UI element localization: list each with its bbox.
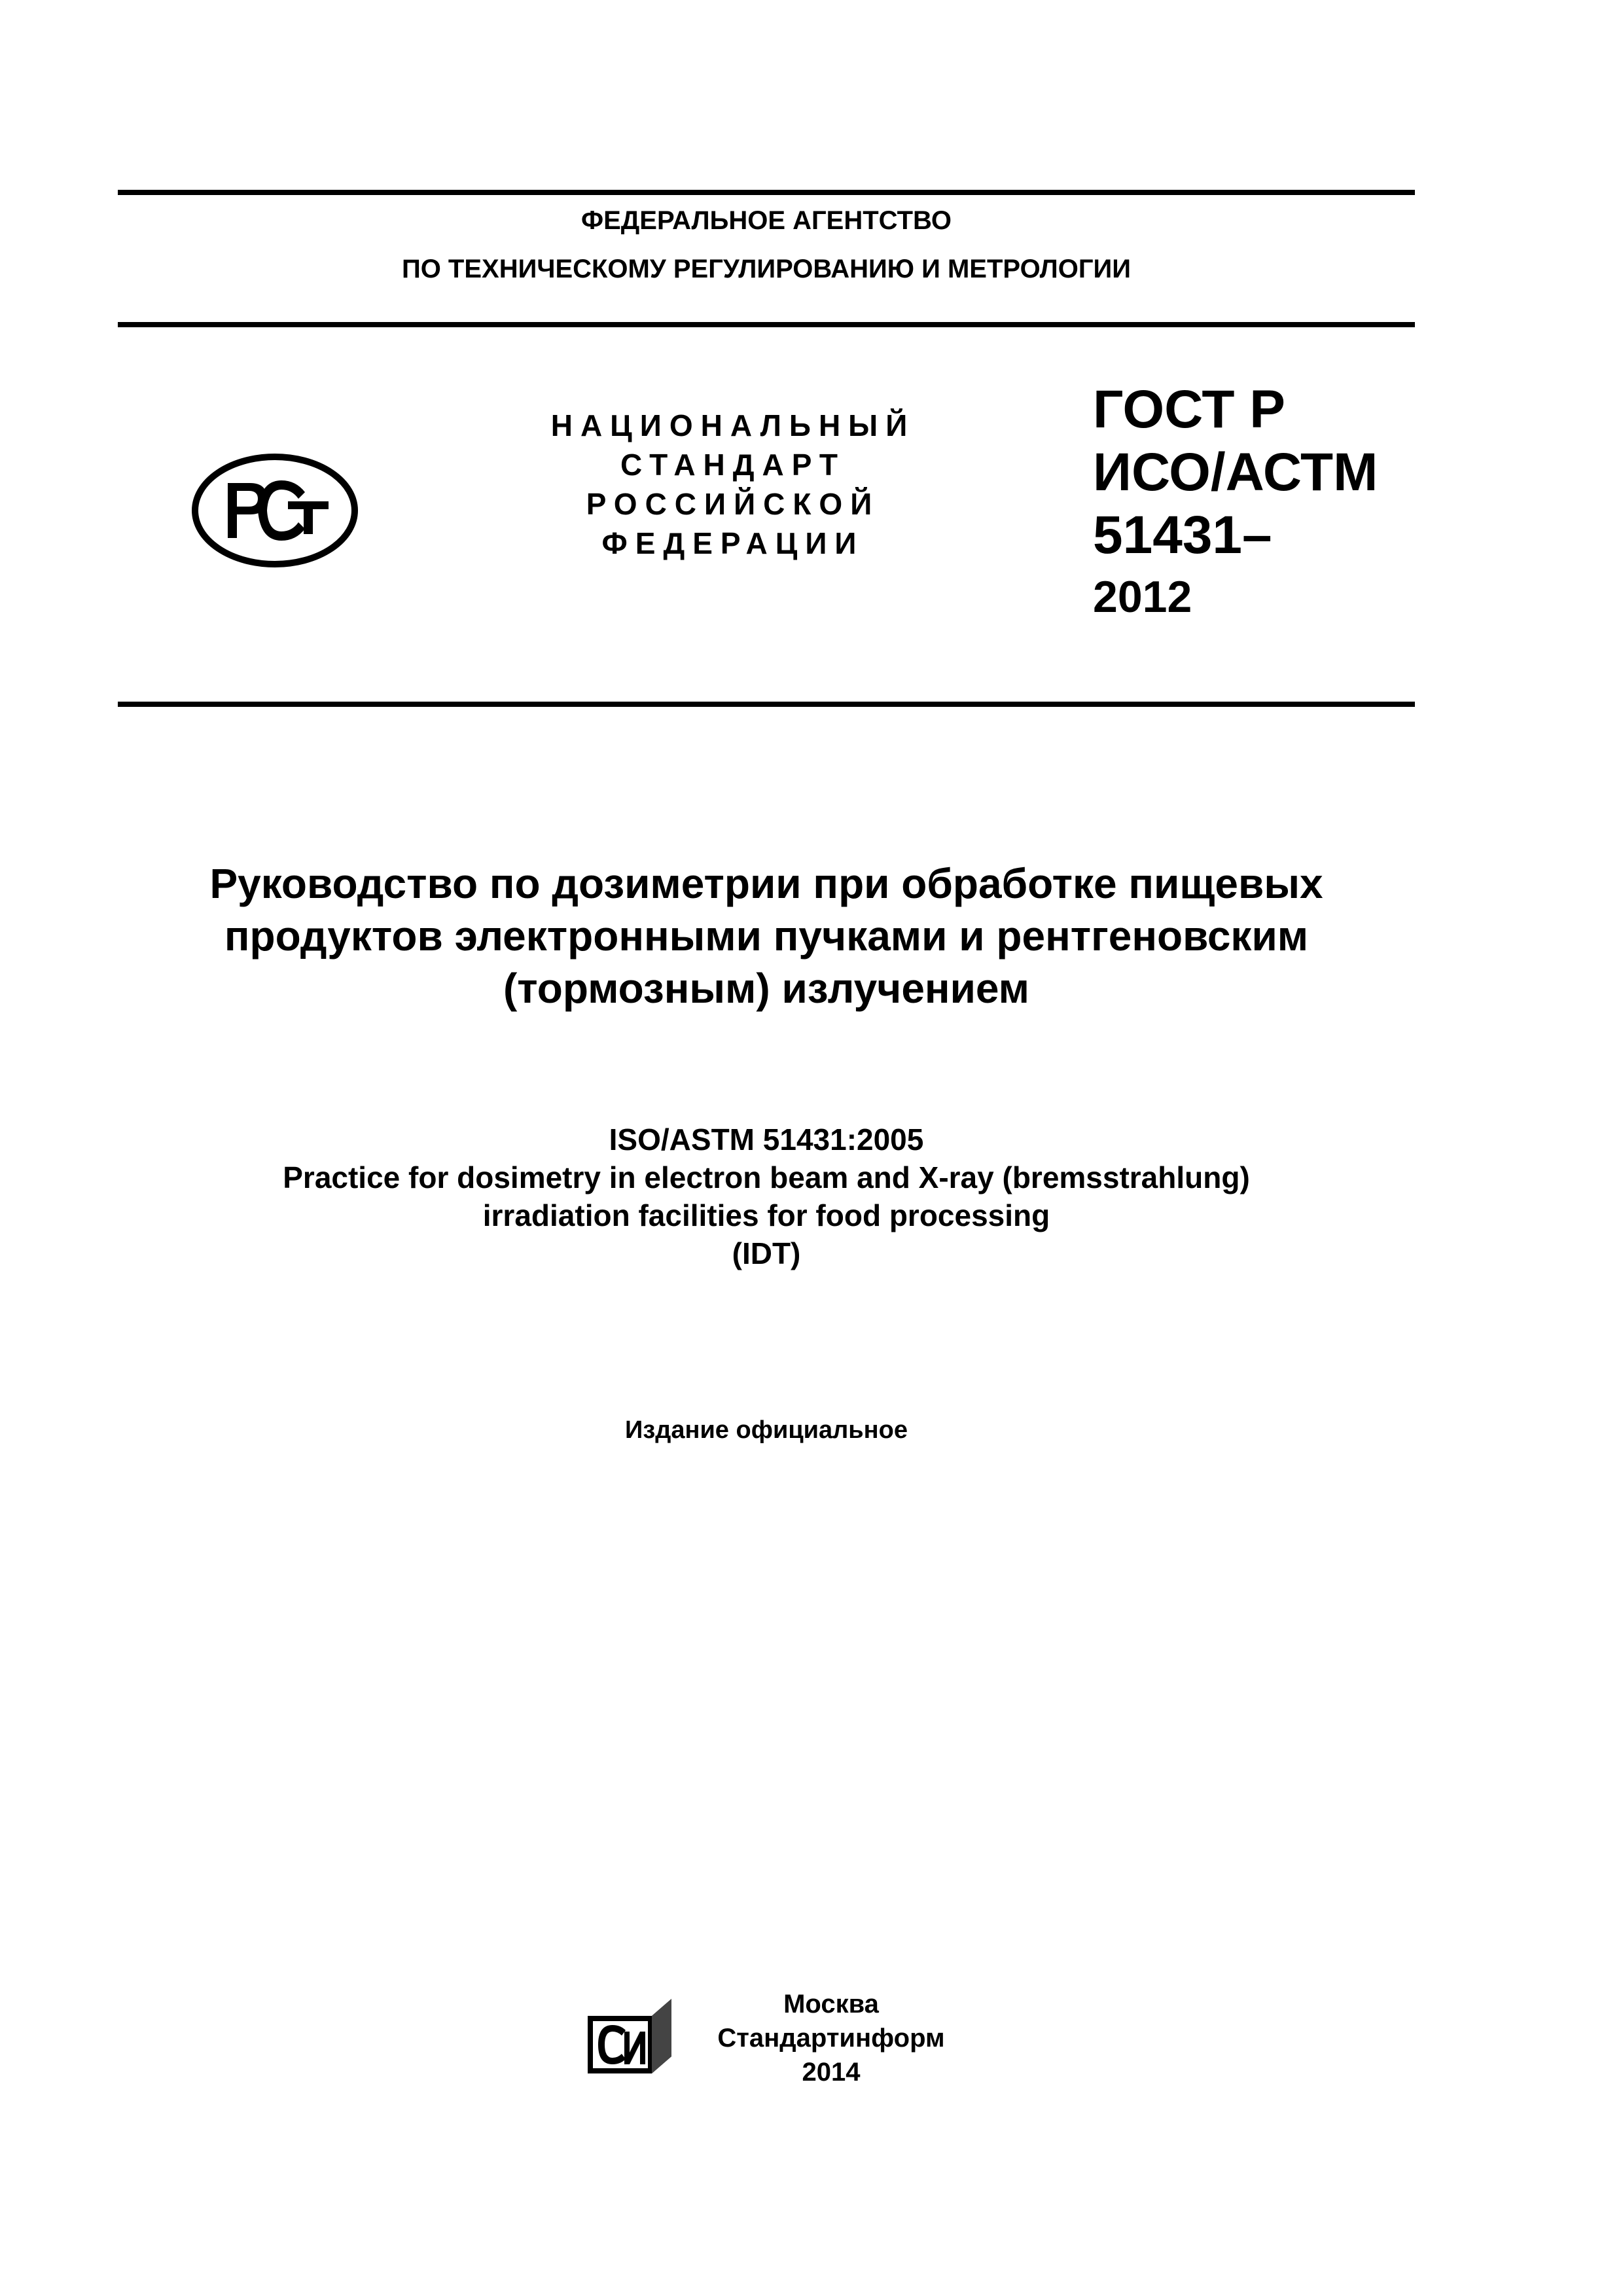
source-standard-line: irradiation facilities for food processing (482, 1198, 1050, 1232)
national-standard-label (497, 406, 969, 563)
title-line: продуктов электронными пучками и рентгеновским (224, 912, 1309, 960)
document-title (118, 857, 1415, 1014)
source-standard-line: Practice for dosimetry in electron beam and X-ray (bremsstrahlung) (283, 1160, 1250, 1194)
national-line: НАЦИОНАЛЬНЫЙ (550, 408, 916, 442)
source-standard-line: ISO/ASTM 51431:2005 (609, 1122, 924, 1157)
national-line: РОССИЙСКОЙ (586, 487, 880, 521)
national-line: ФЕДЕРАЦИИ (601, 526, 865, 560)
publisher-block (681, 1987, 982, 2089)
standartinform-logo-icon (586, 1996, 673, 2075)
agency-line-1: ФЕДЕРАЛЬНОЕ АГЕНТСТВО (580, 206, 952, 235)
designation-line: ГОСТ Р (1093, 380, 1285, 439)
source-standard (118, 1121, 1415, 1272)
designation-year: 2012 (1093, 572, 1192, 622)
title-line: (тормозным) излучением (503, 965, 1030, 1012)
publisher-name: Стандартинформ (717, 2024, 945, 2053)
edition-label: Издание официальное (625, 1416, 908, 1444)
agency-line-2: ПО ТЕХНИЧЕСКОМУ РЕГУЛИРОВАНИЮ И МЕТРОЛОГИИ (401, 255, 1132, 283)
header-bottom-rule (118, 322, 1415, 327)
standard-designation (1093, 378, 1378, 627)
designation-line: ИСО/АСТМ (1093, 442, 1378, 502)
block-bottom-rule (118, 702, 1415, 707)
source-standard-line: (IDT) (732, 1236, 801, 1270)
rst-certification-mark-icon (190, 452, 360, 569)
national-line: СТАНДАРТ (620, 448, 846, 482)
top-rule (118, 190, 1415, 195)
title-line: Руководство по дозиметрии при обработке пищевых (209, 860, 1323, 907)
publisher-year: 2014 (802, 2058, 861, 2087)
publisher-city: Москва (783, 1990, 879, 2018)
designation-line: 51431– (1093, 505, 1272, 565)
